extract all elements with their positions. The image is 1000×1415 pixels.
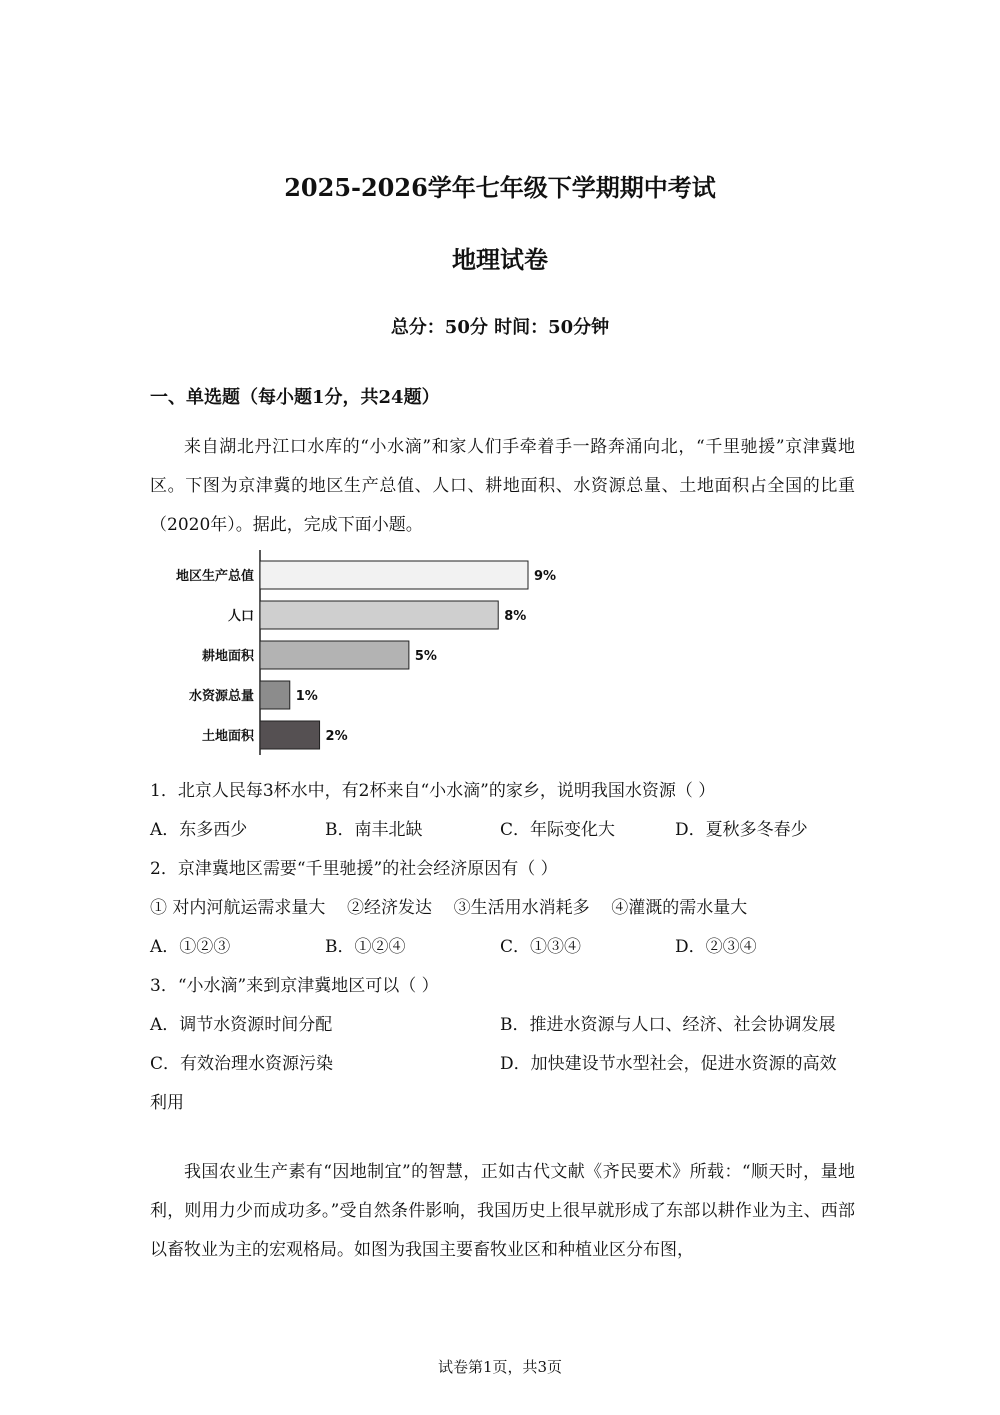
q1-option-d: D．夏秋多冬春少	[675, 820, 808, 840]
q3-option-c: C．有效治理水资源污染	[150, 1054, 334, 1074]
bar	[260, 721, 320, 749]
exam-title: 2025-2026学年七年级下学期期中考试	[284, 173, 716, 202]
question-2-items: ① 对内河航运需求量大 ②经济发达 ③生活用水消耗多 ④灌溉的需水量大	[150, 898, 748, 918]
q3-option-d: D．加快建设节水型社会，促进水资源的高效	[500, 1054, 837, 1074]
passage-1: 来自湖北丹江口水库的“小水滴”和家人们手牵着手一路奔涌向北，“千里驰援”京津冀地区。下图为京津冀的地区生产总值、人口、耕地面积、水资源总量、土地面积占全国的比重（2020年）。据此，完成下面小题。	[150, 437, 855, 535]
passage-2: 我国农业生产素有“因地制宜”的智慧，正如古代文献《齐民要术》所载：“顺天时，量地利，则用力少而成功多。”受自然条件影响，我国历史上很早就形成了东部以耕作业为主、西部以畜牧业为主的宏观格局。如图为我国主要畜牧业区和种植业区分布图，	[150, 1162, 855, 1260]
page-footer: 试卷第1页，共3页	[437, 1358, 563, 1376]
category-label: 水资源总量	[188, 689, 254, 704]
q3-option-b: B．推进水资源与人口、经济、社会协调发展	[500, 1015, 836, 1035]
section-heading: 一、单选题（每小题1分，共24题）	[150, 387, 440, 408]
bar	[260, 601, 498, 629]
category-label: 地区生产总值	[175, 569, 254, 584]
q3-option-a: A．调节水资源时间分配	[150, 1015, 333, 1035]
q1-option-c: C．年际变化大	[500, 820, 616, 840]
category-label: 土地面积	[201, 729, 254, 744]
bar-chart	[150, 550, 580, 755]
value-label: 5%	[414, 649, 437, 664]
q2-option-d: D．②③④	[675, 937, 757, 957]
question-2-stem: 2．京津冀地区需要“千里驰援”的社会经济原因有（ ）	[150, 859, 558, 879]
bar	[260, 561, 528, 589]
category-label: 耕地面积	[201, 649, 254, 664]
q1-option-a: A．东多西少	[150, 820, 248, 840]
value-label: 1%	[295, 689, 318, 704]
q2-option-b: B．①②④	[325, 937, 406, 957]
subject-title: 地理试卷	[452, 245, 548, 274]
q2-option-a: A．①②③	[150, 937, 231, 957]
value-label: 8%	[504, 609, 527, 624]
question-3-stem: 3．“小水滴”来到京津冀地区可以（ ）	[150, 976, 439, 996]
q1-option-b: B．南丰北缺	[325, 820, 423, 840]
bar	[260, 641, 409, 669]
q2-option-c: C．①③④	[500, 937, 582, 957]
value-label: 9%	[534, 569, 557, 584]
q3-option-d-continued: 利用	[150, 1093, 184, 1113]
exam-info: 总分：50分 时间：50分钟	[390, 317, 610, 338]
category-label: 人口	[227, 609, 254, 624]
question-1-stem: 1．北京人民每3杯水中，有2杯来自“小水滴”的家乡，说明我国水资源（ ）	[150, 781, 716, 801]
value-label: 2%	[325, 729, 348, 744]
bar	[260, 681, 290, 709]
